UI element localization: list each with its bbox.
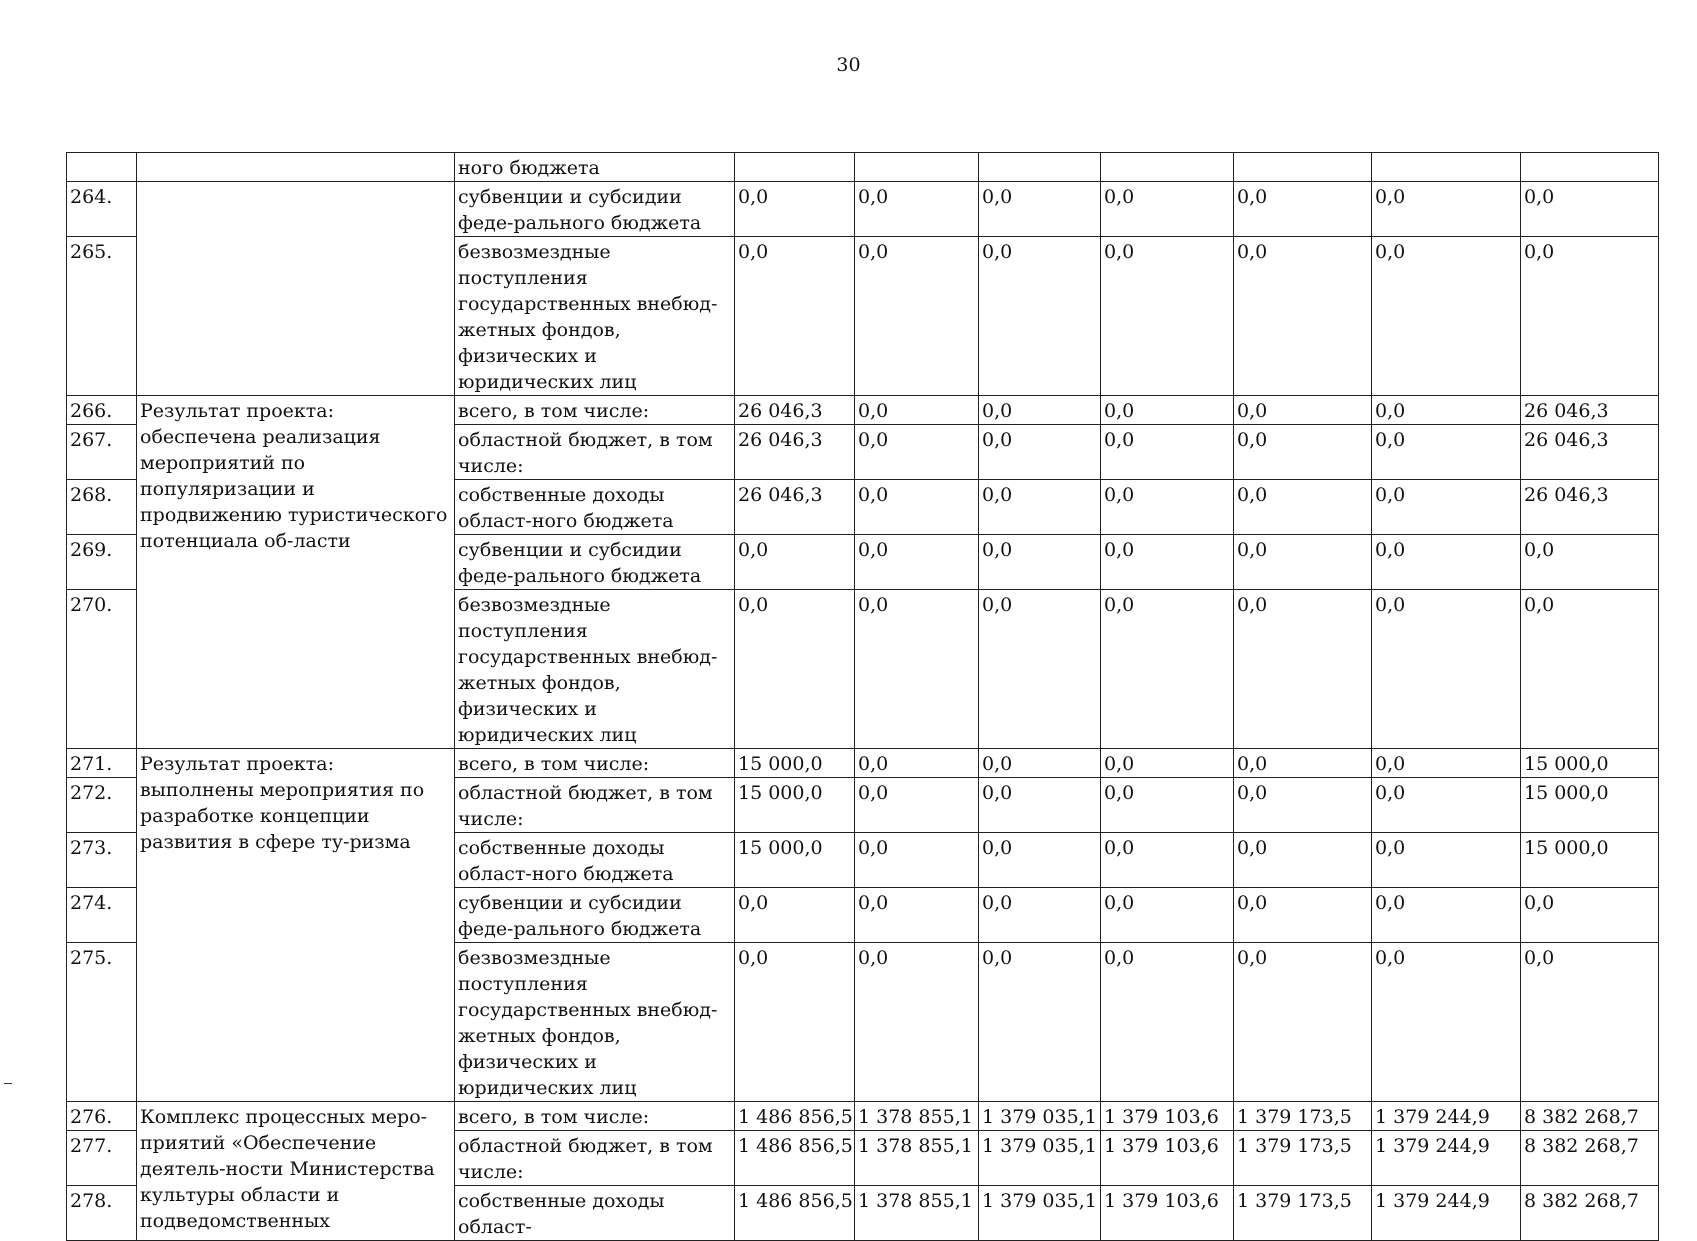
table-row bbox=[67, 749, 1659, 778]
total-cell: 8 382 268,7 bbox=[1521, 1102, 1659, 1131]
description-cell: Комплекс процессных меро-приятий «Обеспечение деятель-ности Министерства культуры области и подведомственных bbox=[137, 1102, 455, 1241]
total-cell: 8 382 268,7 bbox=[1521, 1186, 1659, 1241]
row-number-cell: 267. bbox=[67, 425, 137, 480]
value-cell: 1 379 173,5 bbox=[1234, 1102, 1372, 1131]
value-cell: 0,0 bbox=[855, 833, 979, 888]
total-cell: 0,0 bbox=[1521, 590, 1659, 749]
total-cell: 0,0 bbox=[1521, 237, 1659, 396]
value-cell bbox=[1234, 153, 1372, 182]
source-cell: собственные доходы област- bbox=[455, 1186, 735, 1241]
value-cell: 0,0 bbox=[1101, 749, 1234, 778]
row-number-cell: 264. bbox=[67, 182, 137, 237]
value-cell: 0,0 bbox=[1234, 749, 1372, 778]
value-cell: 0,0 bbox=[979, 535, 1101, 590]
source-cell: областной бюджет, в том числе: bbox=[455, 1131, 735, 1186]
value-cell: 0,0 bbox=[1372, 833, 1521, 888]
value-cell: 0,0 bbox=[1372, 425, 1521, 480]
value-cell: 0,0 bbox=[1234, 888, 1372, 943]
value-cell: 0,0 bbox=[855, 480, 979, 535]
row-number-cell: 277. bbox=[67, 1131, 137, 1186]
value-cell: 0,0 bbox=[855, 237, 979, 396]
total-cell: 0,0 bbox=[1521, 182, 1659, 237]
value-cell: 0,0 bbox=[979, 888, 1101, 943]
source-cell: субвенции и субсидии феде-рального бюджета bbox=[455, 888, 735, 943]
value-cell: 0,0 bbox=[855, 888, 979, 943]
table-body bbox=[67, 153, 1659, 1241]
value-cell: 1 379 103,6 bbox=[1101, 1186, 1234, 1241]
total-cell: 15 000,0 bbox=[1521, 778, 1659, 833]
value-cell: 0,0 bbox=[1234, 833, 1372, 888]
value-cell: 1 378 855,1 bbox=[855, 1186, 979, 1241]
value-cell: 0,0 bbox=[855, 535, 979, 590]
value-cell: 0,0 bbox=[1234, 590, 1372, 749]
description-cell bbox=[137, 153, 455, 182]
row-number-cell: 278. bbox=[67, 1186, 137, 1241]
carry-over-row bbox=[67, 153, 1659, 182]
row-number-cell: 272. bbox=[67, 778, 137, 833]
row-number-cell: 269. bbox=[67, 535, 137, 590]
value-cell: 0,0 bbox=[1372, 778, 1521, 833]
value-cell: 0,0 bbox=[1101, 396, 1234, 425]
value-cell: 0,0 bbox=[1372, 943, 1521, 1102]
value-cell: 1 379 244,9 bbox=[1372, 1186, 1521, 1241]
value-cell: 0,0 bbox=[1101, 480, 1234, 535]
total-cell: 0,0 bbox=[1521, 888, 1659, 943]
total-cell: 0,0 bbox=[1521, 943, 1659, 1102]
total-cell: 8 382 268,7 bbox=[1521, 1131, 1659, 1186]
row-number-cell: 270. bbox=[67, 590, 137, 749]
value-cell: 0,0 bbox=[1234, 943, 1372, 1102]
value-cell: 1 379 244,9 bbox=[1372, 1102, 1521, 1131]
value-cell: 26 046,3 bbox=[735, 425, 855, 480]
value-cell: 1 486 856,5 bbox=[735, 1131, 855, 1186]
source-cell: субвенции и субсидии феде-ральногo бюджета bbox=[455, 182, 735, 237]
value-cell: 0,0 bbox=[855, 778, 979, 833]
row-number-cell bbox=[67, 153, 137, 182]
source-cell: ного бюджета bbox=[455, 153, 735, 182]
value-cell: 26 046,3 bbox=[735, 480, 855, 535]
value-cell: 0,0 bbox=[979, 237, 1101, 396]
source-cell: субвенции и субсидии феде-рального бюджета bbox=[455, 535, 735, 590]
value-cell: 0,0 bbox=[855, 182, 979, 237]
value-cell: 0,0 bbox=[1101, 425, 1234, 480]
value-cell: 0,0 bbox=[1372, 480, 1521, 535]
total-cell: 0,0 bbox=[1521, 535, 1659, 590]
value-cell: 0,0 bbox=[735, 535, 855, 590]
value-cell: 1 379 035,1 bbox=[979, 1102, 1101, 1131]
value-cell: 0,0 bbox=[1234, 425, 1372, 480]
value-cell: 1 379 103,6 bbox=[1101, 1131, 1234, 1186]
row-number-cell: 274. bbox=[67, 888, 137, 943]
value-cell: 0,0 bbox=[1372, 237, 1521, 396]
value-cell: 15 000,0 bbox=[735, 749, 855, 778]
scan-mark bbox=[4, 1083, 12, 1084]
value-cell: 0,0 bbox=[1372, 888, 1521, 943]
source-cell: безвозмездные поступления государственных внебюд-жетных фондов, физических и юридических лиц bbox=[455, 590, 735, 749]
value-cell: 1 379 035,1 bbox=[979, 1131, 1101, 1186]
total-cell: 26 046,3 bbox=[1521, 425, 1659, 480]
value-cell: 0,0 bbox=[855, 425, 979, 480]
value-cell bbox=[979, 153, 1101, 182]
value-cell: 0,0 bbox=[1372, 749, 1521, 778]
page-number: 30 bbox=[836, 54, 861, 76]
value-cell: 0,0 bbox=[1234, 778, 1372, 833]
value-cell: 0,0 bbox=[1372, 396, 1521, 425]
value-cell: 0,0 bbox=[735, 590, 855, 749]
value-cell: 0,0 bbox=[855, 590, 979, 749]
source-cell: безвозмездные поступления государственных внебюд-жетных фондов, физических и юридических лиц bbox=[455, 237, 735, 396]
value-cell: 0,0 bbox=[1101, 590, 1234, 749]
value-cell bbox=[1372, 153, 1521, 182]
total-cell: 15 000,0 bbox=[1521, 833, 1659, 888]
value-cell: 0,0 bbox=[1101, 943, 1234, 1102]
value-cell bbox=[1101, 153, 1234, 182]
value-cell: 1 379 244,9 bbox=[1372, 1131, 1521, 1186]
value-cell: 0,0 bbox=[1101, 888, 1234, 943]
row-number-cell: 265. bbox=[67, 237, 137, 396]
source-cell: собственные доходы област-ного бюджета bbox=[455, 480, 735, 535]
value-cell: 26 046,3 bbox=[735, 396, 855, 425]
value-cell: 0,0 bbox=[1372, 590, 1521, 749]
value-cell: 1 379 173,5 bbox=[1234, 1186, 1372, 1241]
row-number-cell: 268. bbox=[67, 480, 137, 535]
total-cell: 26 046,3 bbox=[1521, 480, 1659, 535]
value-cell: 0,0 bbox=[979, 396, 1101, 425]
value-cell: 0,0 bbox=[979, 778, 1101, 833]
value-cell: 1 486 856,5 bbox=[735, 1186, 855, 1241]
value-cell: 0,0 bbox=[1372, 535, 1521, 590]
value-cell: 0,0 bbox=[979, 480, 1101, 535]
row-number-cell: 266. bbox=[67, 396, 137, 425]
value-cell: 0,0 bbox=[1234, 182, 1372, 237]
value-cell: 0,0 bbox=[735, 182, 855, 237]
source-cell: всего, в том числе: bbox=[455, 396, 735, 425]
total-cell: 26 046,3 bbox=[1521, 396, 1659, 425]
value-cell: 0,0 bbox=[979, 590, 1101, 749]
table-row bbox=[67, 1102, 1659, 1131]
description-cell: Результат проекта: выполнены мероприятия по разработке концепции развития в сфере ту-ризма bbox=[137, 749, 455, 1102]
value-cell: 0,0 bbox=[1234, 480, 1372, 535]
table-row bbox=[67, 182, 1659, 237]
source-cell: всего, в том числе: bbox=[455, 749, 735, 778]
value-cell bbox=[855, 153, 979, 182]
source-cell: собственные доходы област-ного бюджета bbox=[455, 833, 735, 888]
value-cell: 15 000,0 bbox=[735, 833, 855, 888]
value-cell: 0,0 bbox=[1101, 237, 1234, 396]
value-cell: 15 000,0 bbox=[735, 778, 855, 833]
table-row bbox=[67, 396, 1659, 425]
value-cell bbox=[735, 153, 855, 182]
source-cell: областной бюджет, в том числе: bbox=[455, 425, 735, 480]
value-cell: 0,0 bbox=[1372, 182, 1521, 237]
value-cell: 0,0 bbox=[979, 833, 1101, 888]
value-cell: 1 378 855,1 bbox=[855, 1131, 979, 1186]
value-cell: 0,0 bbox=[979, 749, 1101, 778]
value-cell: 0,0 bbox=[735, 888, 855, 943]
row-number-cell: 276. bbox=[67, 1102, 137, 1131]
value-cell: 0,0 bbox=[1101, 535, 1234, 590]
value-cell: 0,0 bbox=[1234, 396, 1372, 425]
value-cell: 0,0 bbox=[1234, 535, 1372, 590]
value-cell: 1 378 855,1 bbox=[855, 1102, 979, 1131]
source-cell: областной бюджет, в том числе: bbox=[455, 778, 735, 833]
value-cell: 1 379 035,1 bbox=[979, 1186, 1101, 1241]
source-cell: всего, в том числе: bbox=[455, 1102, 735, 1131]
value-cell: 0,0 bbox=[979, 943, 1101, 1102]
value-cell bbox=[1521, 153, 1659, 182]
value-cell: 0,0 bbox=[1101, 778, 1234, 833]
total-cell: 15 000,0 bbox=[1521, 749, 1659, 778]
description-cell: Результат проекта: обеспечена реализация мероприятий по популяризации и продвижению туристического потенциала об-ласти bbox=[137, 396, 455, 749]
value-cell: 0,0 bbox=[1101, 182, 1234, 237]
value-cell: 0,0 bbox=[979, 425, 1101, 480]
budget-table bbox=[66, 152, 1659, 1241]
value-cell: 0,0 bbox=[1234, 237, 1372, 396]
value-cell: 1 379 173,5 bbox=[1234, 1131, 1372, 1186]
value-cell: 1 486 856,5 bbox=[735, 1102, 855, 1131]
description-cell bbox=[137, 182, 455, 396]
value-cell: 0,0 bbox=[979, 182, 1101, 237]
row-number-cell: 273. bbox=[67, 833, 137, 888]
value-cell: 0,0 bbox=[855, 943, 979, 1102]
value-cell: 0,0 bbox=[1101, 833, 1234, 888]
value-cell: 0,0 bbox=[735, 943, 855, 1102]
value-cell: 0,0 bbox=[735, 237, 855, 396]
value-cell: 0,0 bbox=[855, 396, 979, 425]
row-number-cell: 271. bbox=[67, 749, 137, 778]
value-cell: 1 379 103,6 bbox=[1101, 1102, 1234, 1131]
row-number-cell: 275. bbox=[67, 943, 137, 1102]
source-cell: безвозмездные поступления государственных внебюд-жетных фондов, физических и юридических лиц bbox=[455, 943, 735, 1102]
value-cell: 0,0 bbox=[855, 749, 979, 778]
